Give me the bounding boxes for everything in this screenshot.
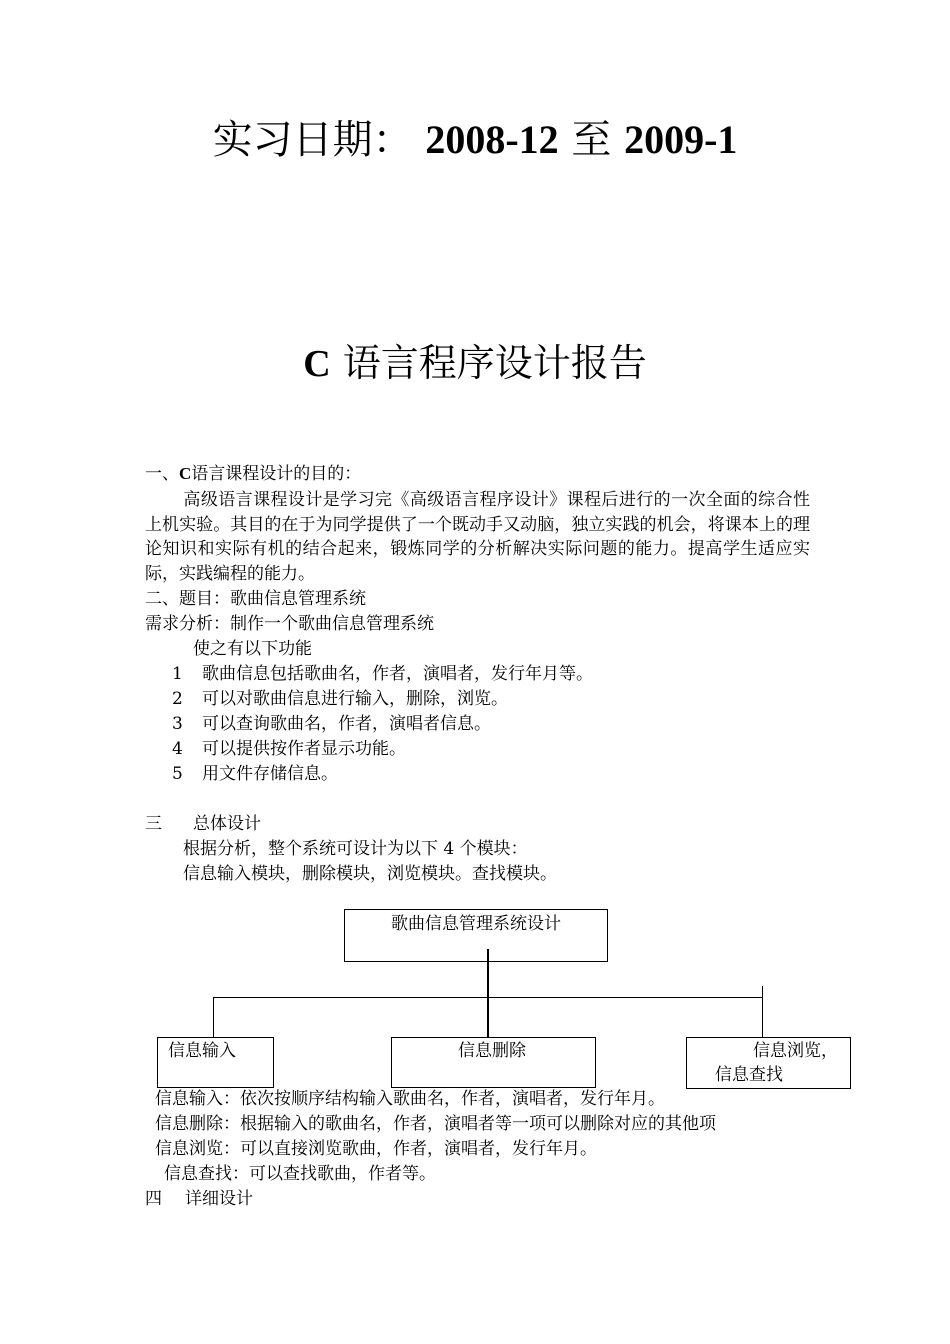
- list-item-text: 可以对歌曲信息进行输入，删除，浏览。: [202, 689, 508, 709]
- list-item-number: 2: [172, 689, 183, 709]
- diagram-connector-right: [762, 986, 763, 1037]
- list-item-text: 歌曲信息包括歌曲名，作者，演唱者，发行年月等。: [202, 664, 593, 684]
- date-to: 至: [571, 117, 612, 163]
- list-item-text: 可以提供按作者显示功能。: [202, 739, 406, 759]
- list-item-number: 1: [172, 664, 183, 684]
- module-description: 信息查找：可以查找歌曲，作者等。: [164, 1164, 436, 1184]
- list-item: [172, 737, 406, 761]
- section3-heading-text: 总体设计: [193, 814, 261, 834]
- date-label: 实习日期：: [212, 117, 413, 163]
- diagram-root-label: 歌曲信息管理系统设计: [391, 914, 561, 934]
- section4-heading: [145, 1187, 253, 1211]
- module-description: 信息删除：根据输入的歌曲名，作者，演唱者等一项可以删除对应的其他项: [155, 1114, 716, 1134]
- list-item-number: 5: [172, 764, 183, 784]
- section4-heading-num: 四: [145, 1189, 162, 1209]
- diagram-child-browse: [686, 1037, 851, 1089]
- report-title-prefix: C: [303, 343, 331, 385]
- section1-heading: [145, 462, 361, 486]
- section2-heading: 二、题目：歌曲信息管理系统: [145, 589, 366, 609]
- report-title: [0, 332, 950, 387]
- requirement-analysis: 需求分析：制作一个歌曲信息管理系统: [145, 614, 434, 634]
- list-item-number: 3: [172, 714, 183, 734]
- section4-heading-text: 详细设计: [185, 1189, 253, 1209]
- internship-date: [0, 108, 950, 165]
- diagram-child-delete: [391, 1037, 596, 1088]
- list-item: [172, 712, 491, 736]
- date-start: 2008-12: [425, 117, 559, 162]
- diagram-connector-left: [213, 997, 214, 1037]
- date-end: 2009-1: [624, 117, 738, 162]
- list-item-text: 可以查询歌曲名，作者，演唱者信息。: [202, 714, 491, 734]
- section3-line2: 信息输入模块，删除模块，浏览模块。查找模块。: [183, 864, 557, 884]
- section1-heading-prefix: 一、: [145, 464, 179, 484]
- diagram-child-browse-label-2: 信息查找: [715, 1065, 783, 1085]
- section1-paragraph: [145, 488, 810, 586]
- list-item: [172, 687, 508, 711]
- section3-line1: 根据分析，整个系统可设计为以下 4 个模块：: [183, 839, 528, 859]
- list-item: [172, 762, 338, 786]
- diagram-connector-vertical-main: [487, 949, 489, 1037]
- diagram-child-input-label: 信息输入: [168, 1041, 236, 1061]
- section1-paragraph-text: 高级语言课程设计是学习完《高级语言程序设计》课程后进行的一次全面的综合性上机实验。其目的在于为同学提供了一个既动手又动脑，独立实践的机会，将课本上的理论知识和实际有机的结合起来，锻炼同学的分析解决实际问题的能力。提高学生适应实际，实践编程的能力。: [145, 490, 810, 584]
- list-item: [172, 662, 593, 686]
- diagram-child-delete-label: 信息删除: [458, 1041, 526, 1061]
- function-intro: 使之有以下功能: [193, 639, 312, 659]
- diagram-child-browse-label-1: 信息浏览，: [753, 1041, 838, 1061]
- diagram-connector-horizontal: [213, 997, 763, 998]
- module-description: 信息输入：依次按顺序结构输入歌曲名，作者，演唱者，发行年月。: [155, 1089, 665, 1109]
- section3-heading-num: 三: [145, 814, 162, 834]
- section3-heading: [145, 812, 261, 836]
- list-item-text: 用文件存储信息。: [202, 764, 338, 784]
- diagram-root-box: [344, 909, 608, 962]
- report-title-main: 语言程序设计报告: [342, 341, 647, 385]
- diagram-child-input: [157, 1037, 274, 1088]
- module-description: 信息浏览：可以直接浏览歌曲，作者，演唱者，发行年月。: [155, 1139, 597, 1159]
- section1-heading-rest: 语言课程设计的目的：: [191, 464, 362, 484]
- list-item-number: 4: [172, 739, 183, 759]
- section1-heading-c: C: [179, 464, 192, 483]
